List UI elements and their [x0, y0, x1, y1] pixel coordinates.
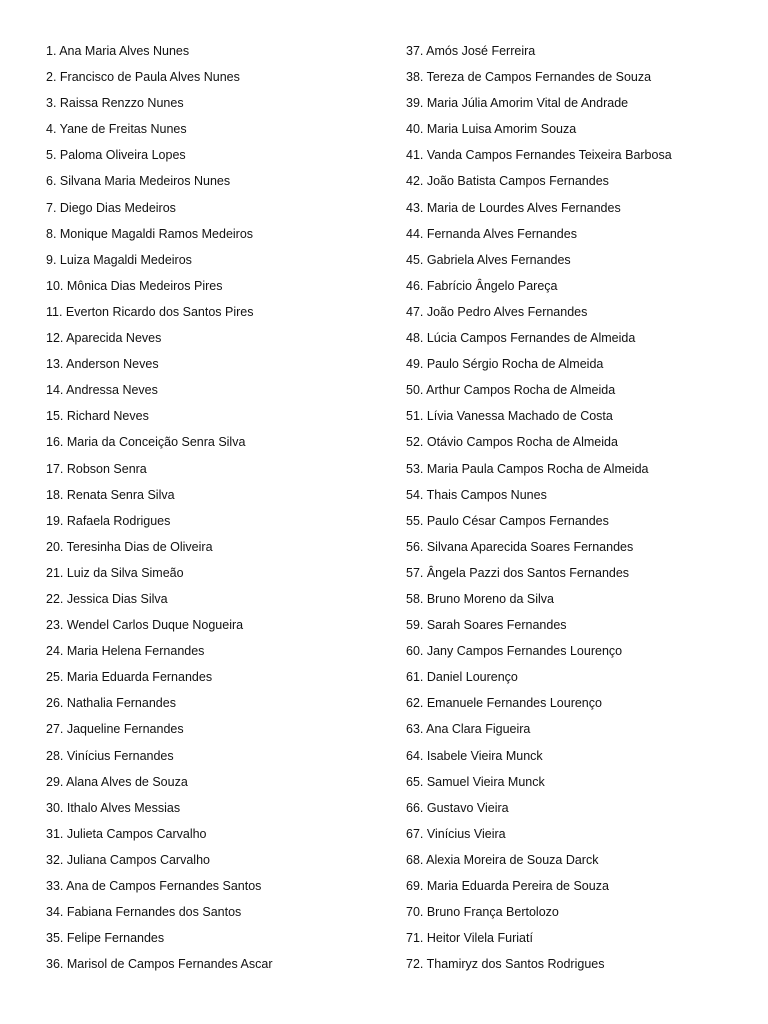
list-item: 59. Sarah Soares Fernandes	[406, 618, 567, 633]
list-item: 2. Francisco de Paula Alves Nunes	[46, 70, 240, 85]
list-item: 51. Lívia Vanessa Machado de Costa	[406, 409, 613, 424]
list-item: 19. Rafaela Rodrigues	[46, 513, 171, 528]
list-item: 39. Maria Júlia Amorim Vital de Andrade	[406, 96, 629, 111]
list-item: 30. Ithalo Alves Messias	[46, 800, 181, 815]
list-item: 23. Wendel Carlos Duque Nogueira	[46, 618, 244, 633]
list-item: 37. Amós José Ferreira	[406, 44, 536, 58]
list-item: 46. Fabrício Ângelo Pareça	[406, 278, 558, 293]
list-item: 7. Diego Dias Medeiros	[46, 200, 176, 215]
list-item: 4. Yane de Freitas Nunes	[46, 122, 187, 137]
list-item: 72. Thamiryz dos Santos Rodrigues	[406, 957, 605, 972]
list-item: 25. Maria Eduarda Fernandes	[46, 670, 213, 685]
list-item: 20. Teresinha Dias de Oliveira	[46, 539, 213, 554]
list-item: 69. Maria Eduarda Pereira de Souza	[406, 879, 609, 893]
list-item: 65. Samuel Vieira Munck	[406, 774, 545, 789]
list-item: 50. Arthur Campos Rocha de Almeida	[406, 383, 616, 398]
list-item: 6. Silvana Maria Medeiros Nunes	[46, 174, 231, 189]
list-item: 41. Vanda Campos Fernandes Teixeira Barbosa	[406, 148, 672, 163]
list-item: 44. Fernanda Alves Fernandes	[406, 226, 577, 241]
list-item: 63. Ana Clara Figueira	[406, 722, 531, 737]
list-item: 13. Anderson Neves	[46, 357, 159, 372]
list-item: 57. Ângela Pazzi dos Santos Fernandes	[406, 565, 630, 580]
list-item: 54. Thais Campos Nunes	[406, 487, 547, 502]
list-item: 10. Mônica Dias Medeiros Pires	[46, 278, 223, 293]
name-list-left-column	[46, 42, 386, 981]
list-item: 52. Otávio Campos Rocha de Almeida	[406, 435, 618, 450]
list-item: 34. Fabiana Fernandes dos Santos	[46, 905, 242, 920]
list-item: 28. Vinícius Fernandes	[46, 748, 174, 763]
list-item: 53. Maria Paula Campos Rocha de Almeida	[406, 461, 649, 476]
list-item: 35. Felipe Fernandes	[46, 931, 165, 946]
list-item: 58. Bruno Moreno da Silva	[406, 591, 555, 606]
list-item: 15. Richard Neves	[46, 409, 149, 424]
list-item: 22. Jessica Dias Silva	[46, 591, 168, 606]
list-item: 67. Vinícius Vieira	[406, 826, 506, 841]
list-item: 29. Alana Alves de Souza	[46, 774, 188, 789]
list-item: 64. Isabele Vieira Munck	[406, 748, 543, 763]
list-item: 40. Maria Luisa Amorim Souza	[406, 122, 577, 137]
list-item: 47. João Pedro Alves Fernandes	[406, 304, 588, 319]
list-item: 68. Alexia Moreira de Souza Darck	[406, 852, 599, 867]
list-item: 3. Raissa Renzzo Nunes	[46, 96, 184, 111]
list-item: 61. Daniel Lourenço	[406, 670, 518, 685]
list-item: 31. Julieta Campos Carvalho	[46, 826, 207, 841]
list-item: 26. Nathalia Fernandes	[46, 696, 176, 711]
list-item: 49. Paulo Sérgio Rocha de Almeida	[406, 357, 604, 372]
list-item: 8. Monique Magaldi Ramos Medeiros	[46, 226, 254, 241]
list-item: 48. Lúcia Campos Fernandes de Almeida	[406, 331, 636, 346]
list-item: 27. Jaqueline Fernandes	[46, 722, 184, 737]
list-item: 12. Aparecida Neves	[46, 331, 162, 346]
list-item: 60. Jany Campos Fernandes Lourenço	[406, 644, 623, 659]
list-item: 56. Silvana Aparecida Soares Fernandes	[406, 539, 634, 554]
list-item: 32. Juliana Campos Carvalho	[46, 852, 210, 867]
list-item: 62. Emanuele Fernandes Lourenço	[406, 696, 602, 711]
list-item: 24. Maria Helena Fernandes	[46, 644, 205, 659]
list-item: 16. Maria da Conceição Senra Silva	[46, 435, 246, 450]
list-item: 43. Maria de Lourdes Alves Fernandes	[406, 200, 621, 215]
list-item: 18. Renata Senra Silva	[46, 487, 175, 502]
list-item: 38. Tereza de Campos Fernandes de Souza	[406, 70, 652, 85]
list-item: 21. Luiz da Silva Simeão	[46, 565, 184, 580]
list-item: 66. Gustavo Vieira	[406, 800, 509, 815]
list-item: 11. Everton Ricardo dos Santos Pires	[46, 304, 254, 319]
list-item: 17. Robson Senra	[46, 461, 147, 476]
list-item: 9. Luiza Magaldi Medeiros	[46, 252, 192, 267]
name-list-right-column	[406, 42, 756, 981]
list-item: 55. Paulo César Campos Fernandes	[406, 513, 609, 528]
list-item: 42. João Batista Campos Fernandes	[406, 174, 609, 189]
list-item: 70. Bruno França Bertolozo	[406, 905, 559, 920]
list-item: 45. Gabriela Alves Fernandes	[406, 252, 571, 267]
list-item: 36. Marisol de Campos Fernandes Ascar	[46, 957, 273, 972]
list-item: 33. Ana de Campos Fernandes Santos	[46, 879, 262, 893]
list-item: 1. Ana Maria Alves Nunes	[46, 44, 190, 58]
list-item: 71. Heitor Vilela Furiatí	[406, 931, 533, 946]
list-item: 14. Andressa Neves	[46, 383, 158, 398]
list-item: 5. Paloma Oliveira Lopes	[46, 148, 186, 163]
